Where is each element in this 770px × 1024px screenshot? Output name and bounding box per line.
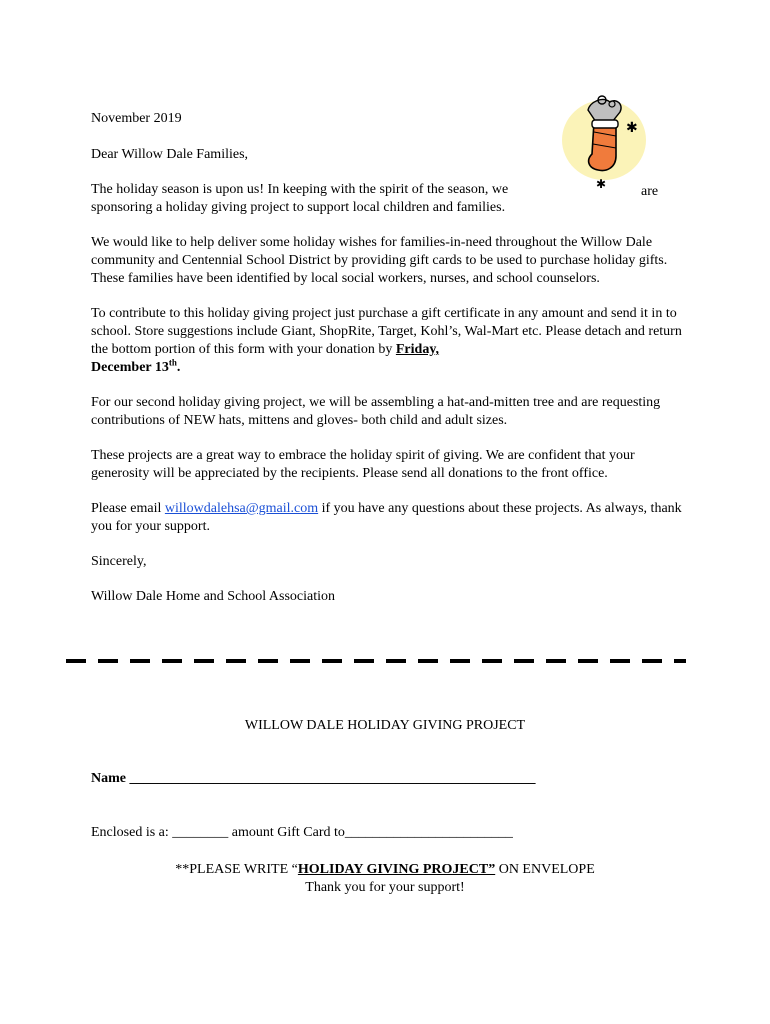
letter-signature: Willow Dale Home and School Association — [91, 589, 336, 604]
letter-closing: Sincerely, — [91, 554, 147, 569]
letter-greeting: Dear Willow Dale Families, — [91, 147, 249, 162]
paragraph-mitten-tree: For our second holiday giving project, we will be assembling a hat-and-mitten tree and are requesting contributions of NEW hats, mittens and gloves- both child and adult sizes. — [91, 395, 661, 428]
name-field — [91, 771, 536, 787]
thank-you-text: Thank you for your support! — [305, 880, 465, 895]
name-label: Name — [91, 771, 126, 786]
deadline-day: Friday, — [395, 342, 440, 357]
deadline-date: December 13th. — [91, 357, 181, 375]
paragraph-contact: Please email willowdalehsa@gmail.com if you have any questions about these projects. As always, thank you for your support. — [91, 501, 682, 534]
svg-text:✱: ✱ — [626, 120, 638, 136]
letter-date: November 2019 — [91, 111, 182, 126]
intro-text: The holiday season is upon us! In keeping with the spirit of the season, we — [91, 182, 509, 197]
paragraph-intro — [91, 181, 691, 217]
form-title: WILLOW DALE HOLIDAY GIVING PROJECT — [244, 718, 526, 733]
detach-line — [66, 656, 686, 666]
intro-text-cont: sponsoring a holiday giving project to support local children and families. — [91, 200, 506, 215]
name-blank: __________________________________________________________ — [129, 771, 536, 786]
email-link[interactable]: willowdalehsa@gmail.com — [164, 501, 319, 516]
envelope-instructions — [0, 861, 770, 897]
paragraph-gift-cards: We would like to help deliver some holiday wishes for families-in-need throughout the Willow Dale community and Centennial School District by providing gift cards to be used to purchase holiday gifts. These families have been identified by local social workers, nurses, and school counselors. — [91, 235, 668, 286]
are-text: are — [641, 184, 659, 199]
svg-text:✱: ✱ — [596, 177, 607, 191]
letter-body — [91, 110, 691, 623]
contribute-text: To contribute to this holiday giving project just purchase a gift certificate in any amount and send it in to school. Store suggestions include Giant, ShopRite, Target, Kohl’s, Wal-Mart etc. Please detach and return the bottom portion of this form with your donation by — [91, 306, 682, 357]
paragraph-giving-spirit: These projects are a great way to embrace the holiday spirit of giving. We are confident that your generosity will be appreciated by the recipients. Please send all donations to the front office. — [91, 448, 635, 481]
envelope-note: **PLEASE WRITE “HOLIDAY GIVING PROJECT” ON ENVELOPE — [175, 862, 595, 877]
enclosed-field: Enclosed is a: ________ amount Gift Card to________________________ — [91, 825, 513, 840]
paragraph-contribute — [91, 305, 691, 377]
